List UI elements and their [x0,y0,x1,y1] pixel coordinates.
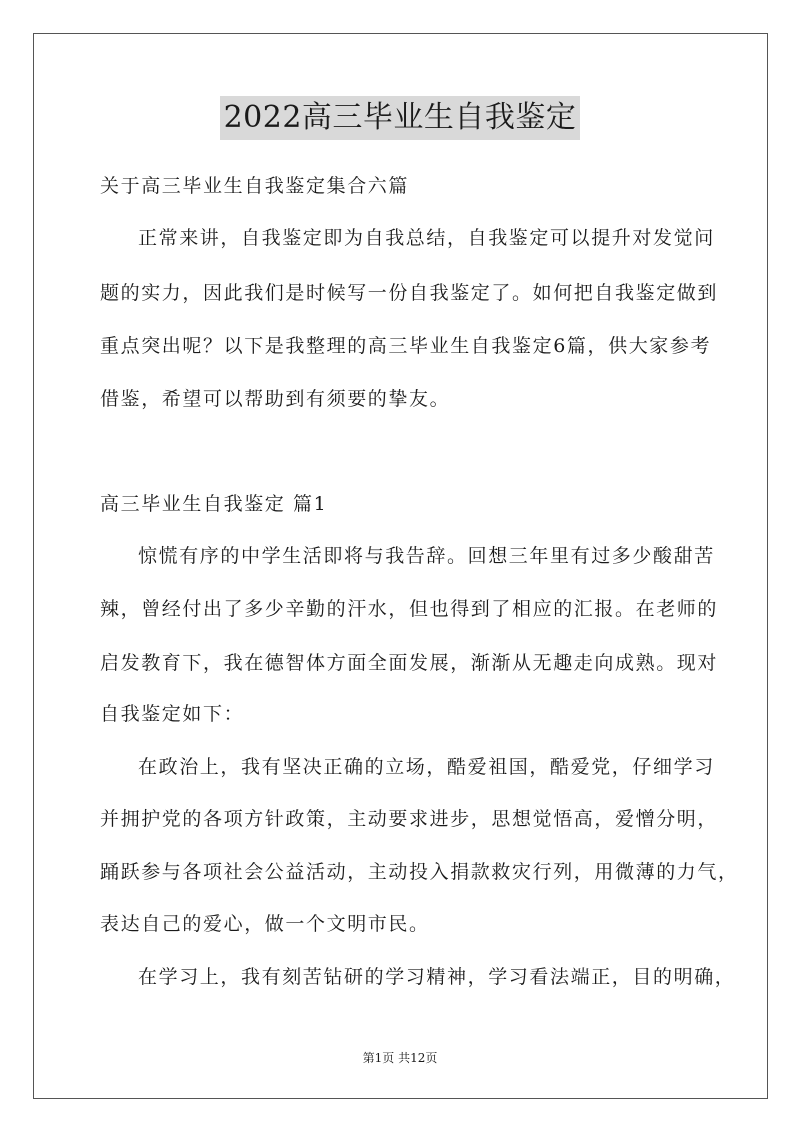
para1-line-2: 辣，曾经付出了多少辛勤的汗水，但也得到了相应的汇报。在老师的 [100,598,719,620]
page-footer: 第1页 共12页 [362,1051,438,1065]
para2-line-1: 在政治上，我有坚决正确的立场，酷爱祖国，酷爱党，仔细学习 [138,756,715,778]
para3-line-1: 在学习上，我有刻苦钻研的学习精神，学习看法端正，目的明确， [138,966,736,988]
para2-line-3: 踊跃参与各项社会公益活动，主动投入捐款救灾行列，用微薄的力气， [100,861,739,883]
para2-line-2: 并拥护党的各项方针政策，主动要求进步，思想觉悟高，爱憎分明， [100,808,719,830]
document-subtitle: 关于高三毕业生自我鉴定集合六篇 [100,175,410,197]
intro-line-3: 重点突出呢？以下是我整理的高三毕业生自我鉴定6篇，供大家参考 [100,335,712,357]
para1-line-1: 惊慌有序的中学生活即将与我告辞。回想三年里有过多少酸甜苦 [138,545,715,567]
document-title-block [0,96,800,140]
intro-line-4: 借鉴，希望可以帮助到有须要的挚友。 [100,388,451,410]
section-heading: 高三毕业生自我鉴定 篇1 [100,493,328,515]
para1-line-4: 自我鉴定如下： [100,703,245,725]
para1-line-3: 启发教育下，我在德智体方面全面发展，渐渐从无趣走向成熟。现对 [100,652,719,674]
intro-line-2: 题的实力，因此我们是时候写一份自我鉴定了。如何把自我鉴定做到 [100,282,719,304]
intro-line-1: 正常来讲，自我鉴定即为自我总结，自我鉴定可以提升对发觉问 [138,227,715,249]
document-title: 2022高三毕业生自我鉴定 [220,96,581,140]
para2-line-4: 表达自己的爱心，做一个文明市民。 [100,913,430,935]
